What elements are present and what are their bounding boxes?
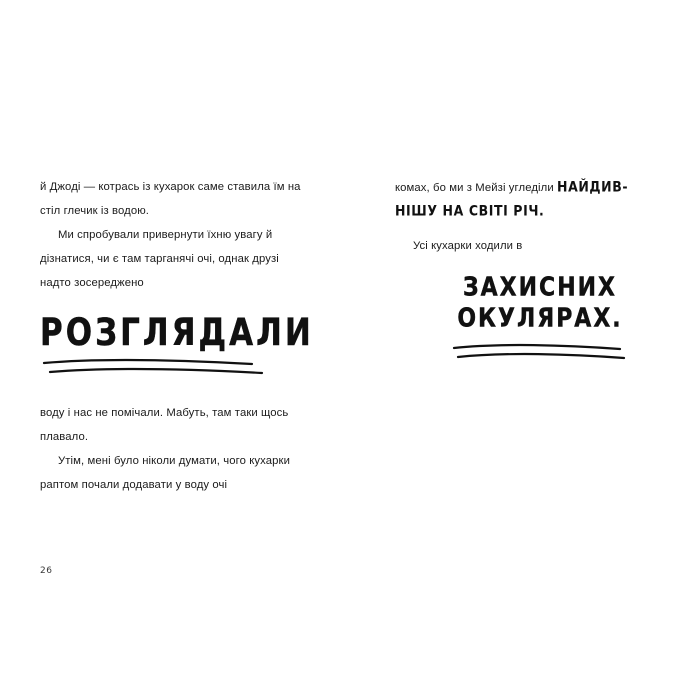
hand-underline-left	[40, 357, 310, 383]
right-text-column	[395, 175, 665, 368]
emphasis-nishu: НІШУ НА СВІТІ РІЧ.	[395, 202, 545, 219]
display-word-rozhlyadaly: РОЗГЛЯДАЛИ	[40, 311, 314, 355]
display-word-block-left	[40, 311, 314, 383]
left-text-column	[40, 175, 314, 497]
emphasis-najdyv: НАЙДИВ-	[557, 178, 629, 195]
paragraph-5	[395, 175, 665, 200]
paragraph-1: й Джоді — котрась із кухарок саме ставила їм на стіл глечик із водою.	[40, 181, 301, 217]
right-page	[350, 0, 700, 700]
hand-underline-right	[415, 342, 665, 368]
paragraph-6: Усі кухарки ходили в	[413, 240, 523, 252]
display-word-okulyarakh: ОКУЛЯРАХ.	[457, 304, 623, 334]
paragraph-5-line2	[395, 199, 665, 224]
paragraph-5-lead: комах, бо ми з Мейзі угледіли	[395, 182, 558, 194]
display-word-zakhysnykh: ЗАХИСНИХ	[463, 273, 617, 303]
display-word-block-right	[395, 272, 665, 368]
page-number: 26	[40, 566, 53, 576]
paragraph-2: Ми спробували привернути їхню увагу й дізнатися, чи є там тарганячі очі, однак друзі надто зосереджено	[40, 229, 279, 289]
paragraph-3: воду і нас не помічали. Мабуть, там таки щось плавало.	[40, 407, 289, 443]
paragraph-4: Утім, мені було ніколи думати, чого кухарки раптом почали додавати у воду очі	[40, 455, 290, 491]
